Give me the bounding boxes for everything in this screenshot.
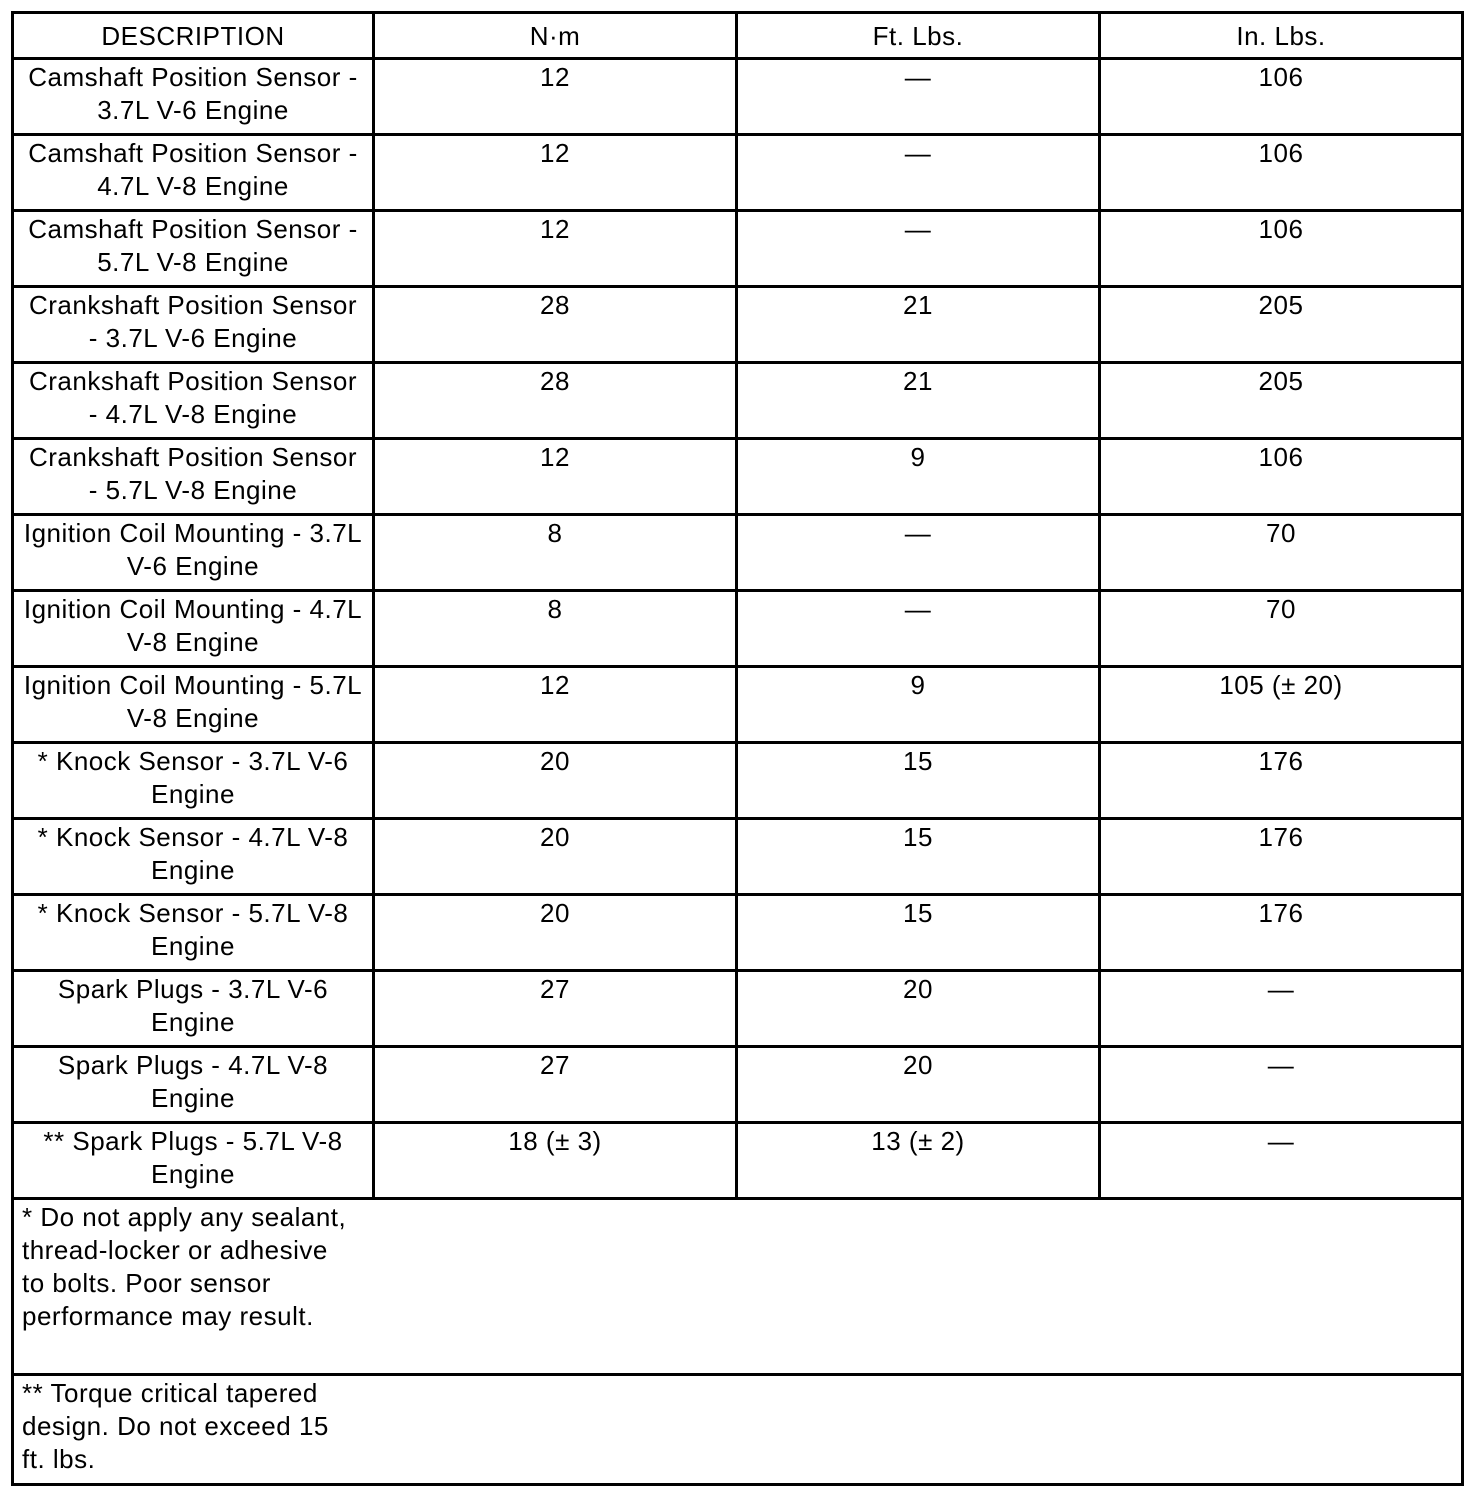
footnote-cell bbox=[13, 1199, 1463, 1375]
ft-lbs-cell: 21 bbox=[737, 363, 1100, 439]
in-lbs-cell: 105 (± 20) bbox=[1100, 667, 1463, 743]
nm-cell: 20 bbox=[374, 743, 737, 819]
description-cell: Spark Plugs - 3.7L V-6 Engine bbox=[13, 971, 374, 1047]
nm-cell: 20 bbox=[374, 819, 737, 895]
in-lbs-cell: 176 bbox=[1100, 819, 1463, 895]
nm-cell: 12 bbox=[374, 667, 737, 743]
description-cell: Spark Plugs - 4.7L V-8 Engine bbox=[13, 1047, 374, 1123]
description-cell: * Knock Sensor - 4.7L V-8 Engine bbox=[13, 819, 374, 895]
table-row bbox=[13, 1123, 1463, 1199]
in-lbs-cell: 70 bbox=[1100, 515, 1463, 591]
ft-lbs-cell: 15 bbox=[737, 743, 1100, 819]
ft-lbs-cell: 9 bbox=[737, 439, 1100, 515]
table-row bbox=[13, 743, 1463, 819]
torque-spec-table bbox=[11, 11, 1464, 1486]
in-lbs-cell: 176 bbox=[1100, 743, 1463, 819]
in-lbs-cell: 106 bbox=[1100, 135, 1463, 211]
header-description: DESCRIPTION bbox=[13, 13, 374, 59]
nm-cell: 8 bbox=[374, 515, 737, 591]
table-row bbox=[13, 971, 1463, 1047]
in-lbs-cell: 106 bbox=[1100, 439, 1463, 515]
nm-cell: 27 bbox=[374, 971, 737, 1047]
in-lbs-cell: 106 bbox=[1100, 59, 1463, 135]
description-cell: Ignition Coil Mounting - 4.7L V-8 Engine bbox=[13, 591, 374, 667]
table-row bbox=[13, 819, 1463, 895]
in-lbs-cell: 106 bbox=[1100, 211, 1463, 287]
nm-cell: 8 bbox=[374, 591, 737, 667]
in-lbs-cell: — bbox=[1100, 971, 1463, 1047]
ft-lbs-cell: — bbox=[737, 515, 1100, 591]
table-row bbox=[13, 287, 1463, 363]
table-row bbox=[13, 1047, 1463, 1123]
table-row bbox=[13, 439, 1463, 515]
description-cell: Crankshaft Position Sensor - 3.7L V-6 Engine bbox=[13, 287, 374, 363]
nm-cell: 20 bbox=[374, 895, 737, 971]
header-ft-lbs: Ft. Lbs. bbox=[737, 13, 1100, 59]
description-cell: Camshaft Position Sensor - 3.7L V-6 Engine bbox=[13, 59, 374, 135]
header-nm: N·m bbox=[374, 13, 737, 59]
ft-lbs-cell: — bbox=[737, 211, 1100, 287]
table-row bbox=[13, 667, 1463, 743]
nm-cell: 27 bbox=[374, 1047, 737, 1123]
table-row bbox=[13, 515, 1463, 591]
ft-lbs-cell: 15 bbox=[737, 895, 1100, 971]
nm-cell: 12 bbox=[374, 59, 737, 135]
description-cell: Ignition Coil Mounting - 5.7L V-8 Engine bbox=[13, 667, 374, 743]
ft-lbs-cell: 20 bbox=[737, 971, 1100, 1047]
ft-lbs-cell: — bbox=[737, 59, 1100, 135]
header-row bbox=[13, 13, 1463, 59]
ft-lbs-cell: — bbox=[737, 591, 1100, 667]
description-cell: ** Spark Plugs - 5.7L V-8 Engine bbox=[13, 1123, 374, 1199]
nm-cell: 18 (± 3) bbox=[374, 1123, 737, 1199]
description-cell: * Knock Sensor - 3.7L V-6 Engine bbox=[13, 743, 374, 819]
in-lbs-cell: 70 bbox=[1100, 591, 1463, 667]
header-in-lbs: In. Lbs. bbox=[1100, 13, 1463, 59]
table-row bbox=[13, 895, 1463, 971]
in-lbs-cell: — bbox=[1100, 1123, 1463, 1199]
table-row bbox=[13, 363, 1463, 439]
description-cell: Camshaft Position Sensor - 4.7L V-8 Engine bbox=[13, 135, 374, 211]
footnote-sealant: * Do not apply any sealant, thread-locker or adhesive to bolts. Poor sensor performance may result. bbox=[22, 1202, 347, 1331]
footnote-row bbox=[13, 1199, 1463, 1375]
footnote-row bbox=[13, 1375, 1463, 1485]
in-lbs-cell: 205 bbox=[1100, 287, 1463, 363]
in-lbs-cell: 205 bbox=[1100, 363, 1463, 439]
ft-lbs-cell: 15 bbox=[737, 819, 1100, 895]
footnote-torque-critical: ** Torque critical tapered design. Do not exceed 15 ft. lbs. bbox=[22, 1378, 329, 1474]
nm-cell: 28 bbox=[374, 287, 737, 363]
description-cell: * Knock Sensor - 5.7L V-8 Engine bbox=[13, 895, 374, 971]
description-cell: Crankshaft Position Sensor - 5.7L V-8 Engine bbox=[13, 439, 374, 515]
ft-lbs-cell: 20 bbox=[737, 1047, 1100, 1123]
in-lbs-cell: — bbox=[1100, 1047, 1463, 1123]
ft-lbs-cell: 21 bbox=[737, 287, 1100, 363]
ft-lbs-cell: 9 bbox=[737, 667, 1100, 743]
table-row bbox=[13, 59, 1463, 135]
nm-cell: 12 bbox=[374, 135, 737, 211]
nm-cell: 12 bbox=[374, 439, 737, 515]
description-cell: Camshaft Position Sensor - 5.7L V-8 Engine bbox=[13, 211, 374, 287]
in-lbs-cell: 176 bbox=[1100, 895, 1463, 971]
table-row bbox=[13, 211, 1463, 287]
ft-lbs-cell: — bbox=[737, 135, 1100, 211]
nm-cell: 28 bbox=[374, 363, 737, 439]
ft-lbs-cell: 13 (± 2) bbox=[737, 1123, 1100, 1199]
table-row bbox=[13, 135, 1463, 211]
description-cell: Crankshaft Position Sensor - 4.7L V-8 Engine bbox=[13, 363, 374, 439]
description-cell: Ignition Coil Mounting - 3.7L V-6 Engine bbox=[13, 515, 374, 591]
nm-cell: 12 bbox=[374, 211, 737, 287]
footnote-cell bbox=[13, 1375, 1463, 1485]
table-row bbox=[13, 591, 1463, 667]
